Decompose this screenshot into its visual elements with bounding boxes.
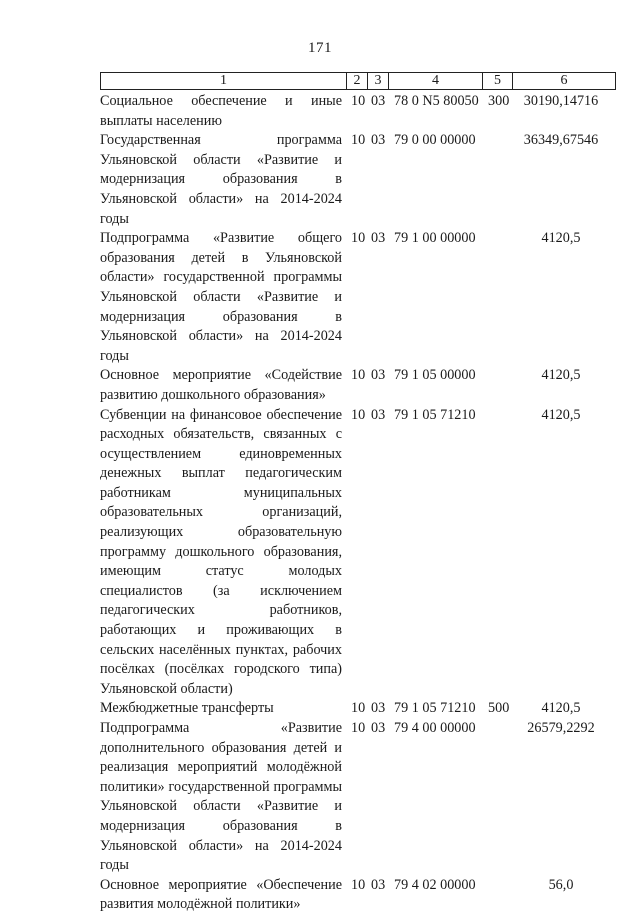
row-csr: 79 1 00 00000 bbox=[394, 230, 476, 247]
row-pr: 03 bbox=[371, 406, 386, 423]
row-csr: 79 4 00 00000 bbox=[394, 720, 476, 736]
row-pr: 03 bbox=[371, 367, 386, 384]
row-rz: 10 bbox=[351, 406, 366, 423]
table-row bbox=[100, 406, 616, 700]
row-name: Социальное обеспечение и иные выплаты населению bbox=[100, 93, 342, 129]
row-sum: 4120,5 bbox=[541, 700, 581, 717]
row-name: Межбюджетные трансферты bbox=[100, 700, 274, 717]
row-rz: 10 bbox=[351, 720, 366, 736]
row-pr: 03 bbox=[371, 876, 386, 893]
header-col-4: 4 bbox=[389, 73, 483, 89]
row-sum: 30190,14716 bbox=[523, 93, 599, 109]
row-rz: 10 bbox=[351, 132, 366, 149]
row-name: Основное мероприятие «Обеспечение развития молодёжной политики» bbox=[100, 876, 342, 913]
table-row bbox=[100, 131, 616, 229]
row-csr: 79 0 00 00000 bbox=[394, 132, 476, 149]
row-rz: 10 bbox=[351, 230, 366, 247]
row-rz: 10 bbox=[351, 876, 366, 893]
row-csr: 79 1 05 71210 bbox=[394, 406, 476, 423]
page-number: 171 bbox=[308, 40, 332, 56]
table-body bbox=[100, 92, 616, 915]
row-name: Субвенции на финансовое обеспечение расходных обязательств, связанных с осуществлением единовременных денежных выплат педагогическим работникам муниципальных образовательных организаций, реализующих образовательную программу дошкольного образования, имеющим статус молодых специалистов (за исключением педагогических работников, работающих и проживающих в сельских населённых пунктах, рабочих посёлках (посёлках городского типа) Ульяновской области) bbox=[100, 406, 342, 697]
row-pr: 03 bbox=[371, 93, 386, 109]
row-sum: 36349,67546 bbox=[523, 132, 599, 149]
row-csr: 79 1 05 71210 bbox=[394, 700, 476, 717]
row-name: Подпрограмма «Развитие дополнительного образования детей и реализация мероприятий молодёжной политики» государственной программы Ульяновской области «Развитие и модернизация образования в Ульяновской области» на 2014-2024 годы bbox=[100, 720, 342, 874]
header-col-6: 6 bbox=[560, 73, 568, 88]
row-vr: 500 bbox=[488, 700, 510, 717]
row-csr: 79 1 05 00000 bbox=[394, 367, 476, 384]
row-vr: 300 bbox=[488, 93, 510, 109]
table-row bbox=[100, 92, 616, 131]
row-sum: 56,0 bbox=[548, 876, 574, 893]
row-csr: 79 4 02 00000 bbox=[394, 876, 476, 893]
row-name: Основное мероприятие «Содействие развитию дошкольного образования» bbox=[100, 367, 342, 403]
row-pr: 03 bbox=[371, 700, 386, 717]
row-rz: 10 bbox=[351, 700, 366, 717]
row-pr: 03 bbox=[371, 720, 386, 736]
table-row bbox=[100, 229, 616, 366]
table-row bbox=[100, 699, 616, 719]
row-name: Государственная программа Ульяновской области «Развитие и модернизация образования в Ульяновской области» на 2014-2024 годы bbox=[100, 132, 342, 227]
row-sum: 4120,5 bbox=[541, 367, 581, 384]
header-col-3: 3 bbox=[368, 73, 389, 89]
row-csr: 78 0 N5 80050 bbox=[394, 93, 479, 109]
row-name: Подпрограмма «Развитие общего образования детей в Ульяновской области» государственной программы Ульяновской области «Развитие и модернизация образования в Ульяновской области» на 2014-2024 годы bbox=[100, 230, 342, 364]
table-row bbox=[100, 876, 616, 915]
row-pr: 03 bbox=[371, 132, 386, 149]
table-header bbox=[100, 72, 616, 90]
header-col-5: 5 bbox=[483, 73, 513, 89]
row-sum: 4120,5 bbox=[541, 406, 581, 423]
header-col-2: 2 bbox=[347, 73, 368, 89]
row-rz: 10 bbox=[351, 93, 366, 109]
table-row bbox=[100, 366, 616, 405]
row-sum: 26579,2292 bbox=[527, 720, 595, 736]
header-col-1: 1 bbox=[101, 73, 347, 89]
row-pr: 03 bbox=[371, 230, 386, 247]
row-rz: 10 bbox=[351, 367, 366, 384]
row-sum: 4120,5 bbox=[541, 230, 581, 247]
table-row bbox=[100, 719, 616, 876]
